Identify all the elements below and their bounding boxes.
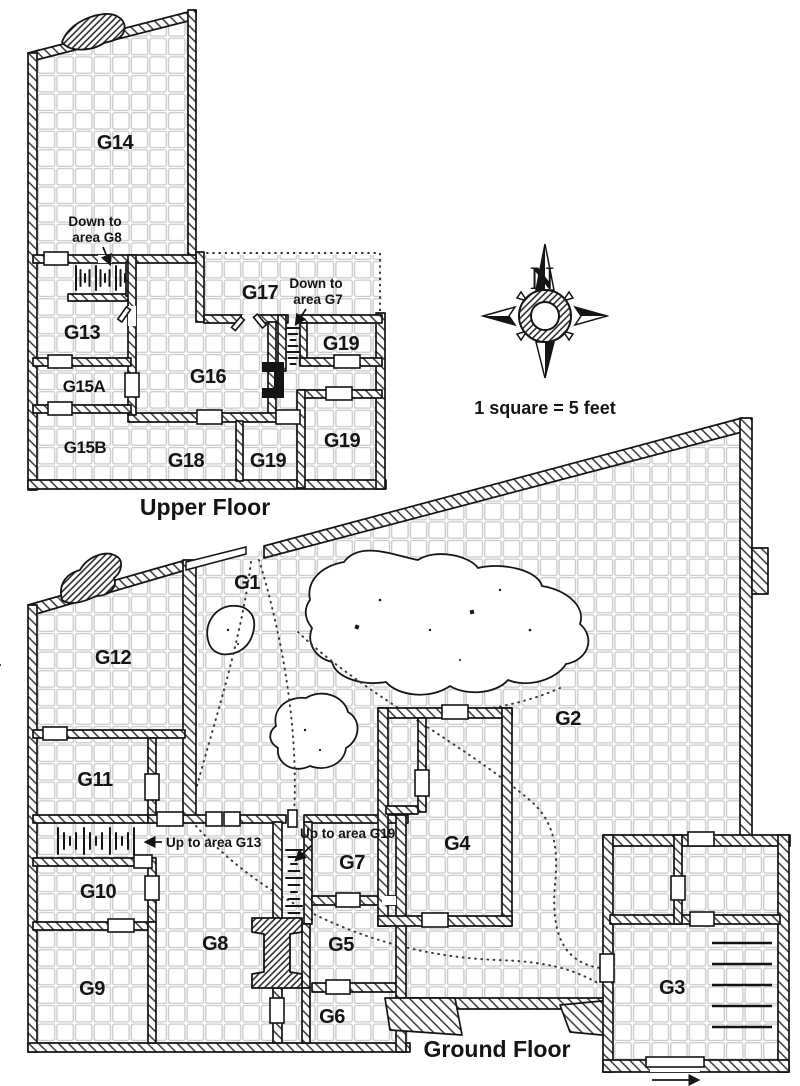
stairs-icon-down-to-g7 — [287, 328, 300, 364]
room-label-g15a: G15A — [62, 377, 106, 396]
room-label-g19-s: G19 — [249, 450, 287, 472]
room-label-g3: G3 — [659, 977, 685, 999]
svg-text:area G8: area G8 — [72, 230, 122, 245]
room-label-g11: G11 — [77, 769, 113, 791]
upper-floor-title: Upper Floor — [139, 494, 271, 520]
svg-text:area G7: area G7 — [293, 292, 343, 307]
north-label: N — [530, 261, 554, 297]
room-label-g16: G16 — [189, 366, 227, 388]
room-label-g19-ne: G19 — [322, 333, 360, 355]
room-label-g6: G6 — [319, 1006, 345, 1028]
room-label-g9: G9 — [79, 978, 105, 1000]
svg-text:Up to area G13: Up to area G13 — [166, 835, 262, 850]
room-label-g1: G1 — [234, 572, 260, 594]
room-label-g7: G7 — [339, 852, 365, 874]
upper-floor-plan — [28, 10, 386, 520]
room-label-g15b: G15B — [63, 438, 107, 457]
room-label-g19-e: G19 — [323, 430, 361, 452]
room-label-g2: G2 — [555, 708, 581, 730]
svg-text:Down to: Down to — [289, 276, 343, 291]
room-label-g4: G4 — [444, 833, 470, 855]
room-label-g12: G12 — [94, 647, 132, 669]
ground-floor-plan — [0, 418, 790, 1080]
svg-text:Down to: Down to — [68, 214, 122, 229]
ground-floor-title: Ground Floor — [423, 1036, 571, 1062]
room-label-g13: G13 — [63, 322, 101, 344]
room-label-g14: G14 — [96, 132, 134, 154]
room-label-g18: G18 — [167, 450, 205, 472]
scale-text: 1 square = 5 feet — [474, 398, 616, 418]
room-label-g10: G10 — [79, 881, 117, 903]
compass-rose-icon — [483, 244, 607, 378]
room-label-g5: G5 — [328, 934, 354, 956]
svg-text:Up to area G19: Up to area G19 — [300, 826, 396, 841]
room-label-g8: G8 — [202, 933, 228, 955]
room-label-g17: G17 — [241, 282, 279, 304]
